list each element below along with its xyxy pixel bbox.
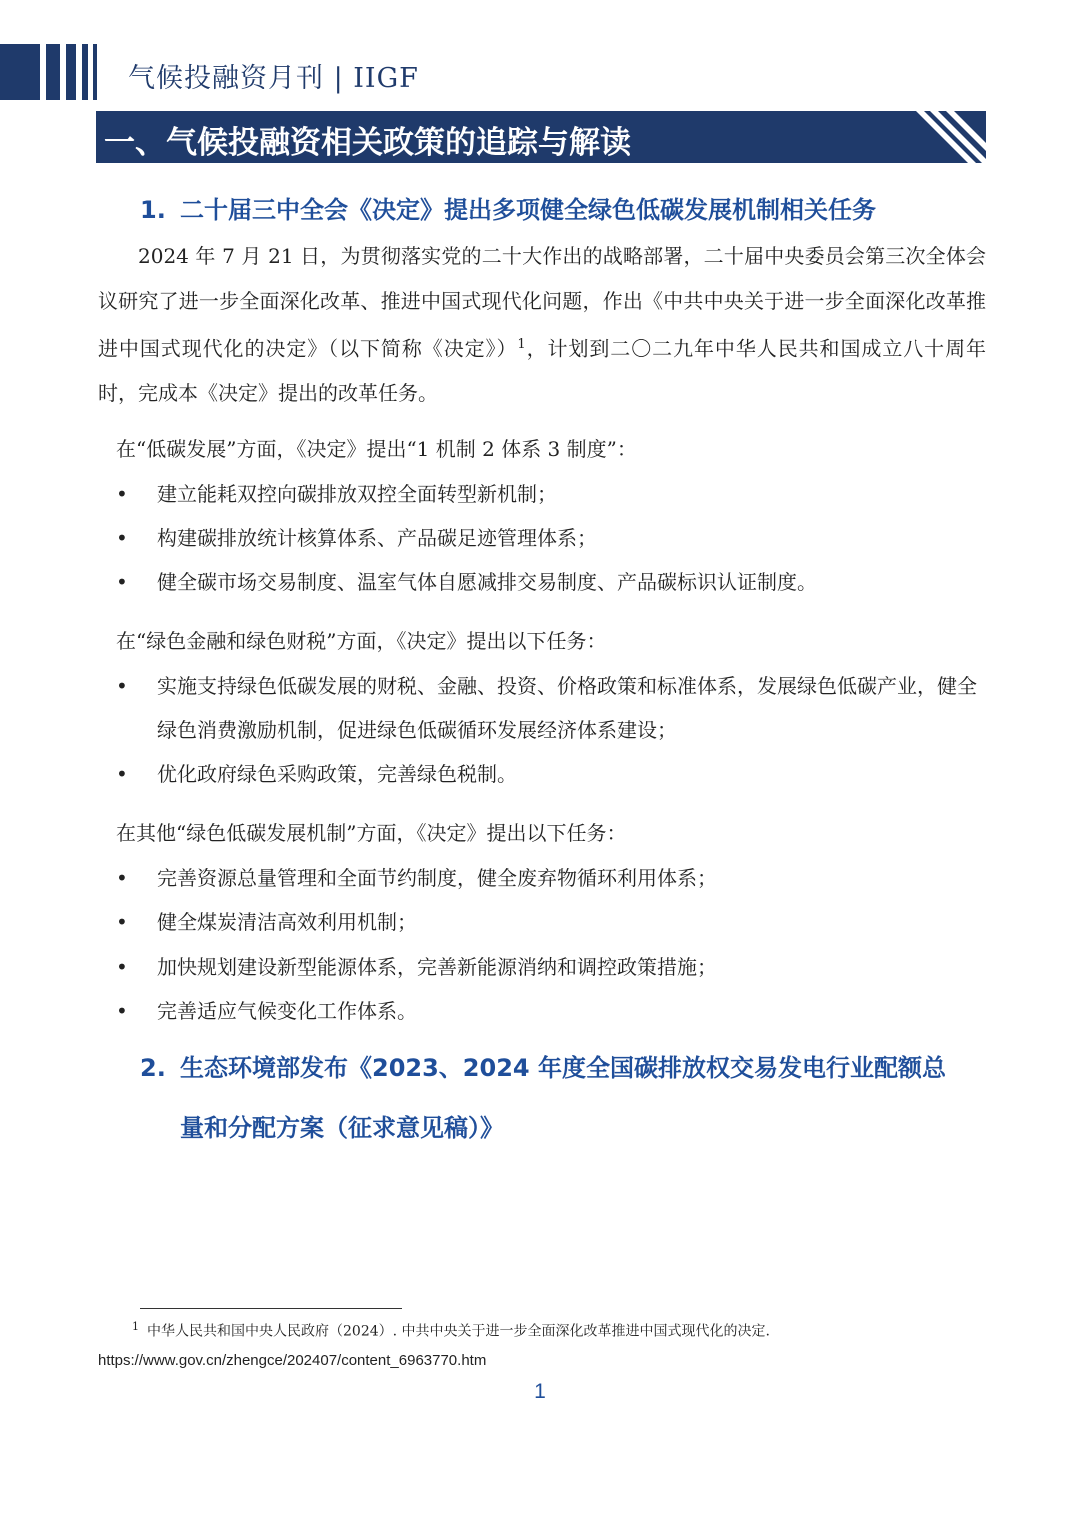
bullet-dot: • — [116, 866, 128, 890]
item1-paragraph — [98, 234, 986, 416]
footnote — [132, 1320, 770, 1341]
section-title: 一、气候投融资相关政策的追踪与解读 — [104, 125, 631, 161]
low-carbon-bullet-3: 健全碳市场交易制度、温室气体自愿减排交易制度、产品碳标识认证制度。 — [157, 570, 817, 594]
item1-number: 1. — [140, 196, 166, 224]
item1-paragraph-text-a: 2024 年 7 月 21 日，为贯彻落实党的二十大作出的战略部署，二十届中央委员会第三次全体会议研究了进一步全面深化改革、推进中国式现代化问题，作出《中共中央关于进一步全面深化改革推进中国式现代化的决定》（以下简称《决定》） — [98, 244, 986, 361]
bullet-dot: • — [116, 674, 128, 698]
bullet-dot: • — [116, 482, 128, 506]
other-mechanisms-intro: 在其他“绿色低碳发展机制”方面，《决定》提出以下任务： — [116, 821, 627, 845]
green-finance-intro: 在“绿色金融和绿色财税”方面，《决定》提出以下任务： — [116, 629, 607, 653]
item2-title-line2: 量和分配方案（征求意见稿）》 — [180, 1114, 504, 1142]
low-carbon-bullet-1: 建立能耗双控向碳排放双控全面转型新机制； — [157, 482, 557, 506]
bullet-dot: • — [116, 570, 128, 594]
bullet-dot: • — [116, 999, 128, 1023]
other-bullet-3: 加快规划建设新型能源体系，完善新能源消纳和调控政策措施； — [157, 955, 717, 979]
low-carbon-bullet-2: 构建碳排放统计核算体系、产品碳足迹管理体系； — [157, 526, 597, 550]
green-finance-bullet-2: 优化政府绿色采购政策，完善绿色税制。 — [157, 762, 517, 786]
low-carbon-intro: 在“低碳发展”方面，《决定》提出“1 机制 2 体系 3 制度”： — [116, 437, 637, 461]
bullet-dot: • — [116, 910, 128, 934]
journal-title: 气候投融资月刊 | IIGF — [128, 63, 419, 94]
item2-heading — [140, 1048, 946, 1083]
item2-title-line1: 生态环境部发布《2023、2024 年度全国碳排放权交易发电行业配额总 — [180, 1054, 946, 1082]
section-banner — [96, 111, 986, 163]
footnote-url-link[interactable]: https://www.gov.cn/zhengce/202407/content_6963770.htm — [98, 1352, 487, 1369]
other-bullet-1: 完善资源总量管理和全面节约制度，健全废弃物循环利用体系； — [157, 866, 717, 890]
other-bullet-2: 健全煤炭清洁高效利用机制； — [157, 910, 417, 934]
item2-number: 2. — [140, 1054, 166, 1082]
bullet-dot: • — [116, 762, 128, 786]
banner-stripes-icon — [916, 111, 986, 163]
other-bullet-4: 完善适应气候变化工作体系。 — [157, 999, 417, 1023]
footnote-reference[interactable]: 1 — [517, 337, 526, 352]
item1-paragraph-text-b: ，计划到二〇二九年中华人民共和国成立八十周年时，完成本《决定》提出的改革任务。 — [98, 336, 987, 406]
footnote-text: 中华人民共和国中央人民政府（2024）. 中共中央关于进一步全面深化改革推进中国式现代化的决定. — [147, 1323, 770, 1340]
bullet-dot: • — [116, 526, 128, 550]
item1-heading — [140, 190, 876, 225]
footnote-divider — [140, 1308, 402, 1309]
item1-title: 二十届三中全会《决定》提出多项健全绿色低碳发展机制相关任务 — [180, 196, 876, 224]
green-finance-bullet-1: 实施支持绿色低碳发展的财税、金融、投资、价格政策和标准体系，发展绿色低碳产业，健全绿色消费激励机制，促进绿色低碳循环发展经济体系建设； — [157, 674, 977, 742]
bullet-dot: • — [116, 955, 128, 979]
footnote-marker: 1 — [132, 1320, 139, 1333]
page-number: 1 — [534, 1380, 546, 1403]
